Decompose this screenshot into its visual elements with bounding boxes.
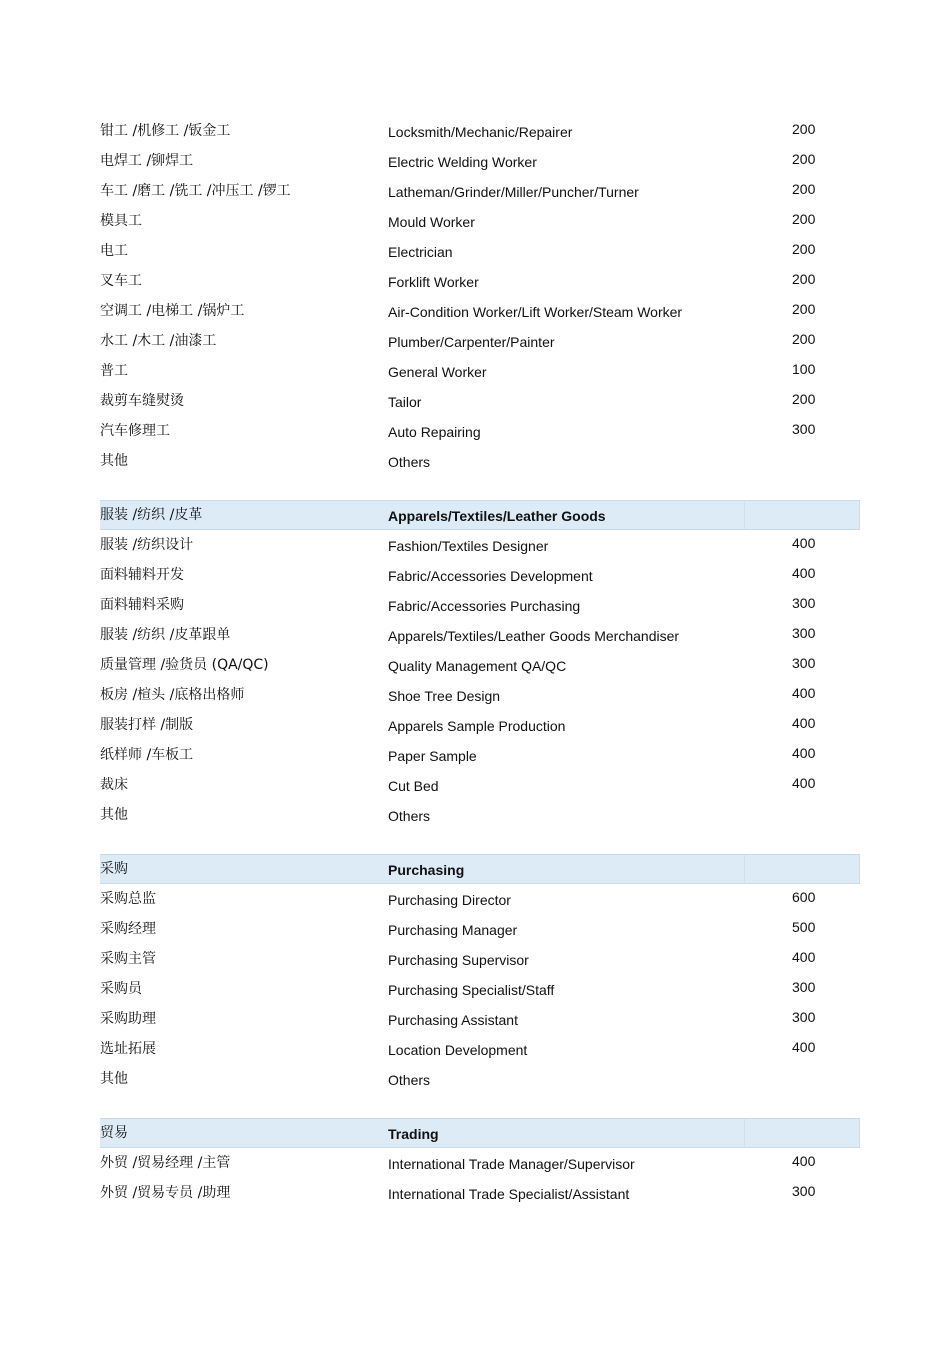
job-code-value: 600	[792, 889, 816, 905]
section-header-en: Purchasing	[388, 862, 465, 878]
job-title-cn: 质量管理 /验货员 (QA/QC)	[100, 657, 269, 673]
job-code-value: 300	[792, 625, 816, 641]
job-code-value: 200	[792, 271, 816, 287]
job-title-cn: 采购总监	[100, 891, 156, 907]
job-title-en: Others	[388, 1072, 431, 1088]
job-code-value: 400	[792, 1153, 816, 1169]
job-code-value: 200	[792, 241, 816, 257]
table-row	[100, 326, 860, 356]
job-code-value: 400	[792, 775, 816, 791]
job-code-value: 400	[792, 685, 816, 701]
job-code-value: 200	[792, 181, 816, 197]
table-row	[100, 1178, 860, 1208]
job-title-cn: 服装 /纺织设计	[100, 537, 194, 553]
section-header-cn: 采购	[100, 861, 128, 877]
job-title-en: Paper Sample	[388, 748, 477, 764]
job-title-en: Quality Management QA/QC	[388, 658, 567, 674]
header-column-divider	[744, 1119, 745, 1147]
job-title-en: International Trade Manager/Supervisor	[388, 1156, 635, 1172]
job-title-en: Plumber/Carpenter/Painter	[388, 334, 555, 350]
table-row	[100, 176, 860, 206]
job-title-cn: 其他	[100, 1071, 128, 1087]
job-title-cn: 采购经理	[100, 921, 156, 937]
job-title-cn: 选址拓展	[100, 1041, 156, 1057]
section-header-en: Apparels/Textiles/Leather Goods	[388, 508, 606, 524]
table-row	[100, 116, 860, 146]
job-title-cn: 面料辅料采购	[100, 597, 184, 613]
job-code-value: 200	[792, 331, 816, 347]
job-code-value: 300	[792, 595, 816, 611]
job-title-cn: 汽车修理工	[100, 423, 170, 439]
table-row	[100, 236, 860, 266]
table-row	[100, 446, 860, 476]
table-row	[100, 590, 860, 620]
job-code-value: 200	[792, 151, 816, 167]
job-title-cn: 模具工	[100, 213, 142, 229]
job-title-cn: 其他	[100, 807, 128, 823]
table-row	[100, 530, 860, 560]
section-header	[100, 500, 860, 530]
table-row	[100, 680, 860, 710]
table-row	[100, 650, 860, 680]
job-title-cn: 采购主管	[100, 951, 156, 967]
job-title-cn: 纸样师 /车板工	[100, 747, 194, 763]
job-title-en: Fabric/Accessories Purchasing	[388, 598, 581, 614]
table-row	[100, 620, 860, 650]
header-right-border	[859, 501, 860, 529]
job-title-en: Purchasing Supervisor	[388, 952, 529, 968]
job-title-cn: 服装打样 /制版	[100, 717, 194, 733]
job-code-value: 200	[792, 301, 816, 317]
table-row	[100, 884, 860, 914]
table-row	[100, 1034, 860, 1064]
job-title-cn: 裁床	[100, 777, 128, 793]
job-title-en: Forklift Worker	[388, 274, 479, 290]
job-title-cn: 服装 /纺织 /皮革跟单	[100, 627, 231, 643]
job-code-value: 200	[792, 211, 816, 227]
table-row	[100, 416, 860, 446]
section-header	[100, 1118, 860, 1148]
job-code-value: 400	[792, 565, 816, 581]
job-title-en: Others	[388, 808, 431, 824]
job-code-value: 300	[792, 1009, 816, 1025]
job-title-en: General Worker	[388, 364, 487, 380]
job-title-cn: 采购员	[100, 981, 142, 997]
job-title-cn: 水工 /木工 /油漆工	[100, 333, 217, 349]
table-row	[100, 356, 860, 386]
job-title-cn: 电焊工 /铆焊工	[100, 153, 194, 169]
section-gap	[100, 476, 860, 500]
table-row	[100, 266, 860, 296]
job-title-cn: 板房 /楦头 /底格出格师	[100, 687, 245, 703]
job-category-table	[100, 116, 860, 1208]
section-gap	[100, 1094, 860, 1118]
job-title-en: Purchasing Assistant	[388, 1012, 518, 1028]
job-title-cn: 面料辅料开发	[100, 567, 184, 583]
job-title-en: Shoe Tree Design	[388, 688, 501, 704]
job-code-value: 300	[792, 1183, 816, 1199]
job-title-en: Mould Worker	[388, 214, 475, 230]
job-title-en: Others	[388, 454, 431, 470]
job-title-en: Cut Bed	[388, 778, 439, 794]
section-header-en: Trading	[388, 1126, 439, 1142]
header-column-divider	[744, 855, 745, 883]
section-gap	[100, 830, 860, 854]
job-title-en: Air-Condition Worker/Lift Worker/Steam Worker	[388, 304, 683, 320]
job-title-en: Latheman/Grinder/Miller/Puncher/Turner	[388, 184, 639, 200]
job-code-value: 400	[792, 949, 816, 965]
header-right-border	[859, 1119, 860, 1147]
job-code-value: 500	[792, 919, 816, 935]
table-row	[100, 710, 860, 740]
job-code-value: 400	[792, 745, 816, 761]
job-code-value: 300	[792, 421, 816, 437]
table-row	[100, 770, 860, 800]
job-title-en: Apparels/Textiles/Leather Goods Merchandiser	[388, 628, 680, 644]
job-title-en: International Trade Specialist/Assistant	[388, 1186, 630, 1202]
job-title-cn: 钳工 /机修工 /钣金工	[100, 123, 231, 139]
job-title-cn: 普工	[100, 363, 128, 379]
job-code-value: 200	[792, 391, 816, 407]
section-header-cn: 贸易	[100, 1125, 128, 1141]
job-title-cn: 车工 /磨工 /铣工 /冲压工 /锣工	[100, 183, 291, 199]
job-code-value: 400	[792, 1039, 816, 1055]
table-row	[100, 974, 860, 1004]
job-title-en: Purchasing Specialist/Staff	[388, 982, 555, 998]
job-title-en: Auto Repairing	[388, 424, 481, 440]
job-title-en: Fabric/Accessories Development	[388, 568, 593, 584]
table-row	[100, 206, 860, 236]
table-row	[100, 296, 860, 326]
job-title-cn: 外贸 /贸易专员 /助理	[100, 1185, 231, 1201]
job-title-en: Locksmith/Mechanic/Repairer	[388, 124, 573, 140]
job-title-cn: 外贸 /贸易经理 /主管	[100, 1155, 231, 1171]
job-code-value: 100	[792, 361, 816, 377]
job-title-cn: 其他	[100, 453, 128, 469]
table-row	[100, 800, 860, 830]
job-code-value: 300	[792, 655, 816, 671]
table-row	[100, 1064, 860, 1094]
job-code-value: 400	[792, 535, 816, 551]
job-title-en: Location Development	[388, 1042, 528, 1058]
table-row	[100, 740, 860, 770]
table-row	[100, 1004, 860, 1034]
table-row	[100, 1148, 860, 1178]
job-title-en: Apparels Sample Production	[388, 718, 566, 734]
table-row	[100, 560, 860, 590]
job-code-value: 400	[792, 715, 816, 731]
job-title-cn: 空调工 /电梯工 /锅炉工	[100, 303, 245, 319]
job-code-value: 200	[792, 121, 816, 137]
job-title-cn: 采购助理	[100, 1011, 156, 1027]
job-title-en: Purchasing Director	[388, 892, 511, 908]
job-title-cn: 裁剪车缝熨烫	[100, 393, 184, 409]
job-code-value: 300	[792, 979, 816, 995]
table-row	[100, 944, 860, 974]
header-column-divider	[744, 501, 745, 529]
table-row	[100, 386, 860, 416]
table-row	[100, 146, 860, 176]
section-header	[100, 854, 860, 884]
job-title-en: Fashion/Textiles Designer	[388, 538, 549, 554]
job-title-en: Purchasing Manager	[388, 922, 518, 938]
table-row	[100, 914, 860, 944]
job-title-cn: 电工	[100, 243, 128, 259]
header-right-border	[859, 855, 860, 883]
job-title-en: Tailor	[388, 394, 422, 410]
job-title-en: Electrician	[388, 244, 453, 260]
job-title-en: Electric Welding Worker	[388, 154, 537, 170]
section-header-cn: 服装 /纺织 /皮革	[100, 507, 203, 523]
job-title-cn: 叉车工	[100, 273, 142, 289]
